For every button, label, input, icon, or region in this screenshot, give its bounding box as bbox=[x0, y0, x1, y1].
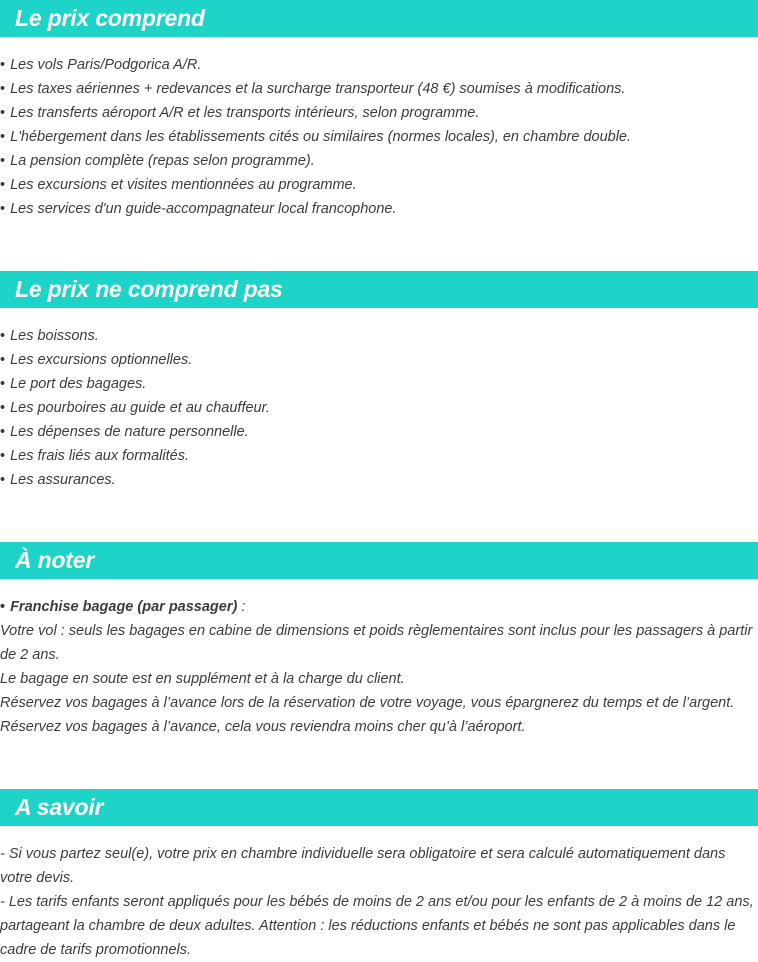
list-item: • Les frais liés aux formalités. bbox=[0, 444, 758, 468]
section-title-included: Le prix comprend bbox=[15, 5, 205, 31]
franchise-suffix: : bbox=[237, 599, 246, 615]
notes-paragraph: Le bagage en soute est en supplément et à la charge du client. bbox=[0, 671, 405, 687]
section-title-notes: À noter bbox=[15, 547, 95, 573]
excluded-list bbox=[0, 324, 758, 492]
bullet-icon: • bbox=[0, 599, 6, 615]
section-title-info: A savoir bbox=[15, 794, 104, 820]
list-item: • Les boissons. bbox=[0, 324, 758, 348]
list-item: • Les services d'un guide-accompagnateur local francophone. bbox=[0, 197, 758, 221]
included-list bbox=[0, 53, 758, 221]
section-header-info bbox=[0, 789, 758, 826]
notes-block bbox=[0, 595, 756, 739]
list-item: • Les taxes aériennes + redevances et la surcharge transporteur (48 €) soumises à modifications. bbox=[0, 77, 758, 101]
notes-paragraph: Réservez vos bagages à l’avance lors de la réservation de votre voyage, vous épargnerez du temps et de l’argent. bbox=[0, 695, 735, 711]
list-item: • Les transferts aéroport A/R et les transports intérieurs, selon programme. bbox=[0, 101, 758, 125]
list-item: • Les assurances. bbox=[0, 468, 758, 492]
list-item: • Les pourboires au guide et au chauffeur. bbox=[0, 396, 758, 420]
franchise-heading bbox=[0, 595, 756, 619]
info-paragraph: - Si vous partez seul(e), votre prix en chambre individuelle sera obligatoire et sera calculé automatiquement dans votre devis. bbox=[0, 846, 726, 886]
list-item: • Les vols Paris/Podgorica A/R. bbox=[0, 53, 758, 77]
list-item: • Les excursions optionnelles. bbox=[0, 348, 758, 372]
section-header-excluded bbox=[0, 271, 758, 308]
franchise-label: Franchise bagage (par passager) bbox=[10, 599, 238, 615]
list-item: • La pension complète (repas selon programme). bbox=[0, 149, 758, 173]
notes-paragraph: Votre vol : seuls les bagages en cabine de dimensions et poids règlementaires sont inclus pour les passagers à partir de 2 ans. bbox=[0, 623, 753, 663]
list-item: • Les excursions et visites mentionnées au programme. bbox=[0, 173, 758, 197]
list-item: • Le port des bagages. bbox=[0, 372, 758, 396]
list-item: • Les dépenses de nature personnelle. bbox=[0, 420, 758, 444]
list-item: • L'hébergement dans les établissements cités ou similaires (normes locales), en chambre double. bbox=[0, 125, 758, 149]
info-block bbox=[0, 842, 756, 962]
info-paragraph: - Les tarifs enfants seront appliqués pour les bébés de moins de 2 ans et/ou pour les enfants de 2 à moins de 12 ans, partageant la chambre de deux adultes. Attention : les réductions enfants et bébés ne sont pas applicables dans le cadre de tarifs promotionnels. bbox=[0, 894, 754, 958]
section-header-notes bbox=[0, 542, 758, 579]
section-title-excluded: Le prix ne comprend pas bbox=[15, 276, 283, 302]
notes-paragraph: Réservez vos bagages à l’avance, cela vous reviendra moins cher qu’à l’aéroport. bbox=[0, 719, 526, 735]
section-header-included bbox=[0, 0, 758, 37]
